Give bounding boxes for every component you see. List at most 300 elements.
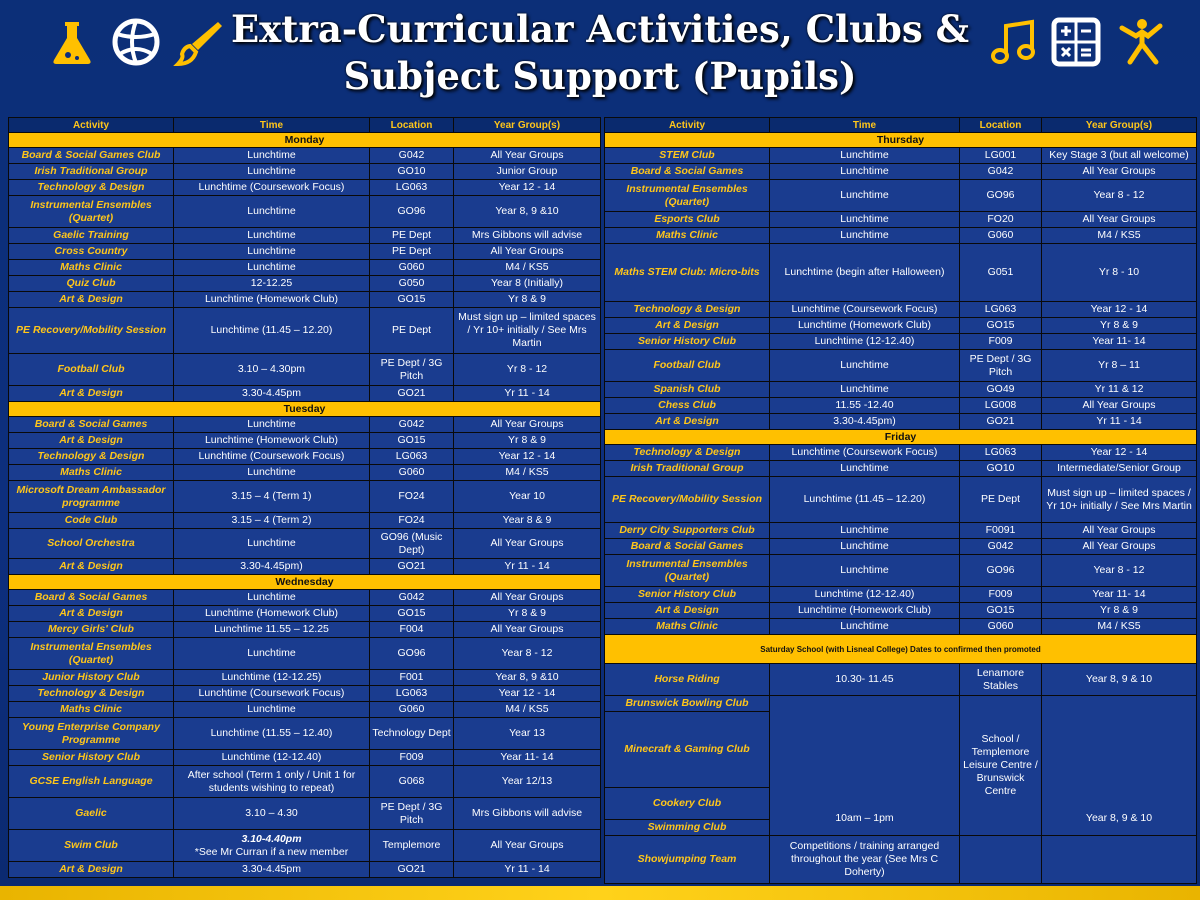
location-cell: G042 (960, 164, 1042, 180)
year-group-cell: Yr 11 & 12 (1042, 382, 1197, 398)
year-group-cell: Junior Group (454, 164, 601, 180)
year-group-cell: Yr 8 – 11 (1042, 350, 1197, 382)
time-cell: Lunchtime (770, 555, 960, 587)
location-cell: G042 (370, 148, 454, 164)
time-cell: Lunchtime (770, 523, 960, 539)
table-row (9, 686, 601, 702)
activity-cell: Cookery Club (605, 788, 770, 820)
location-cell: GO21 (370, 862, 454, 878)
time-cell: Lunchtime (174, 465, 370, 481)
year-group-cell: M4 / KS5 (454, 465, 601, 481)
year-group-cell: Year 12 - 14 (1042, 445, 1197, 461)
activity-cell: Board & Social Games (9, 417, 174, 433)
table-row (605, 302, 1197, 318)
column-header-year: Year Group(s) (454, 118, 601, 133)
activity-cell: PE Recovery/Mobility Session (605, 477, 770, 523)
table-row (9, 622, 601, 638)
time-value: 3.10-4.40pm (241, 832, 302, 845)
table-row (605, 398, 1197, 414)
location-cell: Lenamore Stables (960, 664, 1042, 696)
activity-cell: Art & Design (9, 292, 174, 308)
activity-cell: Maths Clinic (605, 619, 770, 635)
time-cell: 3.10 – 4.30 (174, 798, 370, 830)
day-row-saturday (605, 635, 1197, 664)
calculator-icon (1048, 14, 1104, 70)
time-cell: Lunchtime (770, 382, 960, 398)
column-header-location: Location (370, 118, 454, 133)
time-cell: Lunchtime (Homework Club) (174, 292, 370, 308)
table-header (605, 118, 1197, 133)
year-group-cell: Year 13 (454, 718, 601, 750)
location-cell: GO49 (960, 382, 1042, 398)
table-row (9, 228, 601, 244)
location-cell: PE Dept / 3G Pitch (960, 350, 1042, 382)
location-cell: GO10 (370, 164, 454, 180)
activity-cell: Maths STEM Club: Micro-bits (605, 244, 770, 302)
table-row (9, 718, 601, 750)
activity-cell: Gaelic Training (9, 228, 174, 244)
year-group-cell: Year 10 (454, 481, 601, 513)
table-row (605, 212, 1197, 228)
table-row (605, 461, 1197, 477)
time-cell: Lunchtime (begin after Halloween) (770, 244, 960, 302)
table-body (9, 133, 601, 878)
header (0, 0, 1200, 112)
activity-cell: STEM Club (605, 148, 770, 164)
table-row (9, 481, 601, 513)
day-row-thursday (605, 133, 1197, 148)
year-group-cell: Yr 11 - 14 (454, 862, 601, 878)
table-row (9, 417, 601, 433)
location-cell: FO24 (370, 513, 454, 529)
table-body (605, 133, 1197, 884)
year-value: Year 8, 9 & 10 (1085, 812, 1153, 824)
time-cell: Lunchtime (12-12.40) (174, 750, 370, 766)
table-row (9, 670, 601, 686)
time-cell: 3.30-4.45pm) (770, 414, 960, 430)
time-cell: Lunchtime (770, 148, 960, 164)
location-cell: G060 (960, 228, 1042, 244)
table-row (605, 318, 1197, 334)
day-heading: Wednesday (9, 575, 601, 590)
activity-cell: Art & Design (605, 603, 770, 619)
year-group-cell: Year 11- 14 (1042, 334, 1197, 350)
table-row (9, 830, 601, 862)
table-row (9, 529, 601, 559)
activity-cell: Instrumental Ensembles (Quartet) (605, 180, 770, 212)
year-group-cell: Yr 8 - 12 (454, 354, 601, 386)
year-group-cell: All Year Groups (454, 244, 601, 260)
table-row (9, 244, 601, 260)
table-row (605, 523, 1197, 539)
schedule-table-left (8, 117, 601, 878)
location-cell: F009 (960, 587, 1042, 603)
year-group-cell: M4 / KS5 (1042, 619, 1197, 635)
day-heading: Thursday (605, 133, 1197, 148)
table-row (9, 638, 601, 670)
activity-cell: Technology & Design (605, 302, 770, 318)
activity-cell: Football Club (605, 350, 770, 382)
time-cell: Lunchtime (12-12.40) (770, 334, 960, 350)
time-cell: Lunchtime (Coursework Focus) (174, 686, 370, 702)
location-cell: FO20 (960, 212, 1042, 228)
table-row (9, 449, 601, 465)
day-heading: Monday (9, 133, 601, 148)
activity-cell: Minecraft & Gaming Club (605, 712, 770, 788)
location-cell: GO21 (370, 559, 454, 575)
year-group-cell: Yr 8 & 9 (454, 606, 601, 622)
time-cell: Lunchtime (770, 350, 960, 382)
activity-cell: Derry City Supporters Club (605, 523, 770, 539)
table-row (9, 433, 601, 449)
activity-cell: Code Club (9, 513, 174, 529)
day-heading: Friday (605, 430, 1197, 445)
table-row (9, 798, 601, 830)
location-cell: G060 (370, 702, 454, 718)
activity-cell: Junior History Club (9, 670, 174, 686)
activity-cell: Chess Club (605, 398, 770, 414)
column-header-location: Location (960, 118, 1042, 133)
time-cell: Lunchtime (Homework Club) (174, 433, 370, 449)
activity-cell: Senior History Club (605, 587, 770, 603)
activity-cell: Art & Design (9, 559, 174, 575)
location-cell: LG063 (960, 445, 1042, 461)
location-cell: G042 (370, 417, 454, 433)
page-title-line1: Extra-Curricular Activities, Clubs & (230, 7, 969, 51)
table-row (9, 513, 601, 529)
table-row (605, 555, 1197, 587)
table-row (605, 148, 1197, 164)
time-cell: Lunchtime 11.55 – 12.25 (174, 622, 370, 638)
year-group-cell: All Year Groups (454, 148, 601, 164)
table-row (9, 702, 601, 718)
saturday-heading: Saturday School (with Lisneal College) Dates to confirmed then promoted (605, 635, 1197, 664)
location-cell: School / Templemore Leisure Centre / Brunswick Centre (960, 696, 1042, 836)
time-cell: Lunchtime (174, 244, 370, 260)
activity-cell: Spanish Club (605, 382, 770, 398)
activity-cell: Art & Design (9, 433, 174, 449)
location-cell: GO21 (370, 386, 454, 402)
location-cell: PE Dept / 3G Pitch (370, 354, 454, 386)
activity-cell: Swim Club (9, 830, 174, 862)
activity-cell: School Orchestra (9, 529, 174, 559)
time-cell: 3.10 – 4.30pm (174, 354, 370, 386)
activity-cell: Irish Traditional Group (605, 461, 770, 477)
year-group-cell: All Year Groups (454, 529, 601, 559)
year-group-cell: Year 8 - 12 (1042, 555, 1197, 587)
table-row (9, 292, 601, 308)
table-row (9, 750, 601, 766)
time-cell: Competitions / training arranged throughout the year (See Mrs C Doherty) (770, 836, 960, 884)
activity-cell: Board & Social Games (605, 164, 770, 180)
year-group-cell: M4 / KS5 (1042, 228, 1197, 244)
year-group-cell: All Year Groups (1042, 523, 1197, 539)
activity-cell: Football Club (9, 354, 174, 386)
table-row (9, 308, 601, 354)
table-row (9, 465, 601, 481)
location-cell: G051 (960, 244, 1042, 302)
year-group-cell: Year 12 - 14 (1042, 302, 1197, 318)
location-cell: PE Dept (370, 228, 454, 244)
time-note: *See Mr Curran if a new member (194, 845, 349, 858)
activity-cell: Technology & Design (9, 449, 174, 465)
activity-cell: Art & Design (9, 386, 174, 402)
time-cell: Lunchtime (Homework Club) (174, 606, 370, 622)
year-group-cell: Yr 8 & 9 (1042, 603, 1197, 619)
activity-cell: Art & Design (9, 862, 174, 878)
activity-cell: Swimming Club (605, 820, 770, 836)
time-cell: 11.55 -12.40 (770, 398, 960, 414)
column-header-time: Time (174, 118, 370, 133)
location-cell: G068 (370, 766, 454, 798)
year-group-cell: Must sign up – limited spaces / Yr 10+ initially / See Mrs Martin (1042, 477, 1197, 523)
year-group-cell: Yr 8 - 10 (1042, 244, 1197, 302)
location-cell: GO21 (960, 414, 1042, 430)
location-cell: LG063 (960, 302, 1042, 318)
location-cell: F0091 (960, 523, 1042, 539)
time-cell: Lunchtime (11.45 – 12.20) (174, 308, 370, 354)
paintbrush-icon (170, 14, 226, 70)
time-cell: Lunchtime (12-12.25) (174, 670, 370, 686)
day-heading: Tuesday (9, 402, 601, 417)
time-cell: Lunchtime (Homework Club) (770, 318, 960, 334)
year-group-cell: M4 / KS5 (454, 702, 601, 718)
activity-cell: Senior History Club (605, 334, 770, 350)
schedule-table-right (604, 117, 1197, 884)
year-group-cell: Yr 8 & 9 (454, 433, 601, 449)
music-note-icon (986, 14, 1042, 70)
activity-cell: Instrumental Ensembles (Quartet) (9, 638, 174, 670)
location-cell: LG001 (960, 148, 1042, 164)
time-cell: Lunchtime (770, 539, 960, 555)
table-header (9, 118, 601, 133)
activity-cell: Maths Clinic (9, 702, 174, 718)
time-cell: Lunchtime (Homework Club) (770, 603, 960, 619)
year-group-cell: Year 8 & 9 (454, 513, 601, 529)
activity-cell: Brunswick Bowling Club (605, 696, 770, 712)
location-cell: F001 (370, 670, 454, 686)
year-group-cell: Year 12 - 14 (454, 449, 601, 465)
table-row (9, 766, 601, 798)
activity-cell: Technology & Design (9, 686, 174, 702)
time-cell: Lunchtime (174, 164, 370, 180)
activity-cell: PE Recovery/Mobility Session (9, 308, 174, 354)
column-header-activity: Activity (605, 118, 770, 133)
year-group-cell: All Year Groups (454, 417, 601, 433)
table-row (605, 664, 1197, 696)
year-group-cell: M4 / KS5 (454, 260, 601, 276)
table-row (9, 354, 601, 386)
table-row (9, 148, 601, 164)
time-cell: Lunchtime (174, 590, 370, 606)
time-cell (174, 830, 370, 862)
year-group-cell: All Year Groups (1042, 164, 1197, 180)
time-cell: Lunchtime (174, 702, 370, 718)
table-row (605, 836, 1197, 884)
time-cell: Lunchtime (770, 461, 960, 477)
year-group-cell: All Year Groups (454, 830, 601, 862)
activity-cell: Senior History Club (9, 750, 174, 766)
location-cell: GO15 (370, 292, 454, 308)
table-row (9, 559, 601, 575)
location-cell: GO15 (960, 603, 1042, 619)
location-cell: PE Dept / 3G Pitch (370, 798, 454, 830)
activity-cell: Microsoft Dream Ambassador programme (9, 481, 174, 513)
activity-cell: Maths Clinic (9, 260, 174, 276)
page-title (230, 6, 970, 100)
location-cell: GO15 (370, 606, 454, 622)
location-cell: F004 (370, 622, 454, 638)
activity-cell: Gaelic (9, 798, 174, 830)
time-cell: 3.15 – 4 (Term 1) (174, 481, 370, 513)
activity-cell: Board & Social Games Club (9, 148, 174, 164)
column-header-time: Time (770, 118, 960, 133)
year-group-cell: All Year Groups (454, 622, 601, 638)
year-group-cell: Mrs Gibbons will advise (454, 798, 601, 830)
table-row (9, 590, 601, 606)
table-row (605, 180, 1197, 212)
activity-cell: Instrumental Ensembles (Quartet) (605, 555, 770, 587)
year-group-cell: All Year Groups (1042, 539, 1197, 555)
table-row (9, 196, 601, 228)
time-cell: Lunchtime (174, 196, 370, 228)
activity-cell: Irish Traditional Group (9, 164, 174, 180)
activity-cell: Esports Club (605, 212, 770, 228)
year-group-cell: Year 11- 14 (454, 750, 601, 766)
location-cell: G042 (960, 539, 1042, 555)
location-cell: GO96 (960, 555, 1042, 587)
activity-cell: Board & Social Games (605, 539, 770, 555)
activity-cell: Instrumental Ensembles (Quartet) (9, 196, 174, 228)
time-cell (770, 696, 960, 836)
location-cell: GO96 (370, 196, 454, 228)
activity-cell: Cross Country (9, 244, 174, 260)
time-cell: After school (Term 1 only / Unit 1 for students wishing to repeat) (174, 766, 370, 798)
location-cell: G060 (370, 260, 454, 276)
year-group-cell: Yr 11 - 14 (1042, 414, 1197, 430)
location-cell: PE Dept (370, 244, 454, 260)
table-row (9, 606, 601, 622)
location-cell: G060 (960, 619, 1042, 635)
year-group-cell (1042, 836, 1197, 884)
location-cell (960, 836, 1042, 884)
location-cell: F009 (960, 334, 1042, 350)
time-cell: Lunchtime (770, 228, 960, 244)
time-cell: 3.30-4.45pm (174, 386, 370, 402)
year-group-cell: Year 12 - 14 (454, 180, 601, 196)
day-row-wednesday (9, 575, 601, 590)
activity-cell: Art & Design (605, 318, 770, 334)
location-cell: LG063 (370, 180, 454, 196)
table-row (9, 260, 601, 276)
time-cell: Lunchtime (11.45 – 12.20) (770, 477, 960, 523)
year-group-cell: Mrs Gibbons will advise (454, 228, 601, 244)
page-title-line2: Subject Support (Pupils) (343, 54, 857, 98)
table-row (9, 386, 601, 402)
year-group-cell: Year 8 - 12 (454, 638, 601, 670)
activity-cell: Art & Design (9, 606, 174, 622)
time-cell: Lunchtime (174, 260, 370, 276)
table-row (605, 539, 1197, 555)
year-group-cell: Year 12/13 (454, 766, 601, 798)
activity-cell: GCSE English Language (9, 766, 174, 798)
time-cell: 3.30-4.45pm) (174, 559, 370, 575)
location-cell: LG063 (370, 686, 454, 702)
year-group-cell: Yr 8 & 9 (1042, 318, 1197, 334)
year-group-cell: All Year Groups (1042, 398, 1197, 414)
time-cell: Lunchtime (174, 638, 370, 670)
table-row (605, 414, 1197, 430)
year-group-cell (1042, 696, 1197, 836)
table-row (605, 619, 1197, 635)
location-cell: Technology Dept (370, 718, 454, 750)
time-cell: Lunchtime (770, 180, 960, 212)
time-cell: 3.15 – 4 (Term 2) (174, 513, 370, 529)
year-group-cell: Key Stage 3 (but all welcome) (1042, 148, 1197, 164)
table-row (605, 587, 1197, 603)
activity-cell: Mercy Girls' Club (9, 622, 174, 638)
time-cell: Lunchtime (770, 619, 960, 635)
location-cell: FO24 (370, 481, 454, 513)
location-cell: F009 (370, 750, 454, 766)
year-group-cell: Year 11- 14 (1042, 587, 1197, 603)
year-group-cell: Must sign up – limited spaces / Yr 10+ initially / See Mrs Martin (454, 308, 601, 354)
activity-cell: Technology & Design (605, 445, 770, 461)
year-group-cell: Year 8, 9 &10 (454, 196, 601, 228)
table-row (9, 180, 601, 196)
year-group-cell: Year 8, 9 & 10 (1042, 664, 1197, 696)
day-row-friday (605, 430, 1197, 445)
time-value: 10am – 1pm (835, 812, 894, 824)
time-cell: Lunchtime (770, 212, 960, 228)
yoga-icon (1112, 14, 1168, 70)
location-cell: LG063 (370, 449, 454, 465)
time-cell: Lunchtime (770, 164, 960, 180)
time-cell: Lunchtime (Coursework Focus) (174, 449, 370, 465)
activity-cell: Art & Design (605, 414, 770, 430)
activity-cell: Quiz Club (9, 276, 174, 292)
time-cell: Lunchtime (12-12.40) (770, 587, 960, 603)
activity-cell: Board & Social Games (9, 590, 174, 606)
year-group-cell: Year 8 - 12 (1042, 180, 1197, 212)
table-row (605, 164, 1197, 180)
location-cell: G060 (370, 465, 454, 481)
location-cell: LG008 (960, 398, 1042, 414)
year-group-cell: Year 12 - 14 (454, 686, 601, 702)
volleyball-icon (108, 14, 164, 70)
activity-cell: Technology & Design (9, 180, 174, 196)
day-row-monday (9, 133, 601, 148)
table-row (9, 862, 601, 878)
table-row (605, 334, 1197, 350)
table-row (605, 477, 1197, 523)
table-row (605, 603, 1197, 619)
column-header-year: Year Group(s) (1042, 118, 1197, 133)
location-cell: GO96 (370, 638, 454, 670)
year-group-cell: Year 8 (Initially) (454, 276, 601, 292)
time-cell: 3.30-4.45pm (174, 862, 370, 878)
year-group-cell: Yr 11 - 14 (454, 559, 601, 575)
flask-icon (44, 14, 100, 70)
activity-cell: Showjumping Team (605, 836, 770, 884)
table-row (605, 350, 1197, 382)
time-cell: Lunchtime (Coursework Focus) (770, 445, 960, 461)
activity-cell: Maths Clinic (9, 465, 174, 481)
column-header-activity: Activity (9, 118, 174, 133)
time-cell: Lunchtime (11.55 – 12.40) (174, 718, 370, 750)
year-group-cell: All Year Groups (1042, 212, 1197, 228)
year-group-cell: Yr 8 & 9 (454, 292, 601, 308)
